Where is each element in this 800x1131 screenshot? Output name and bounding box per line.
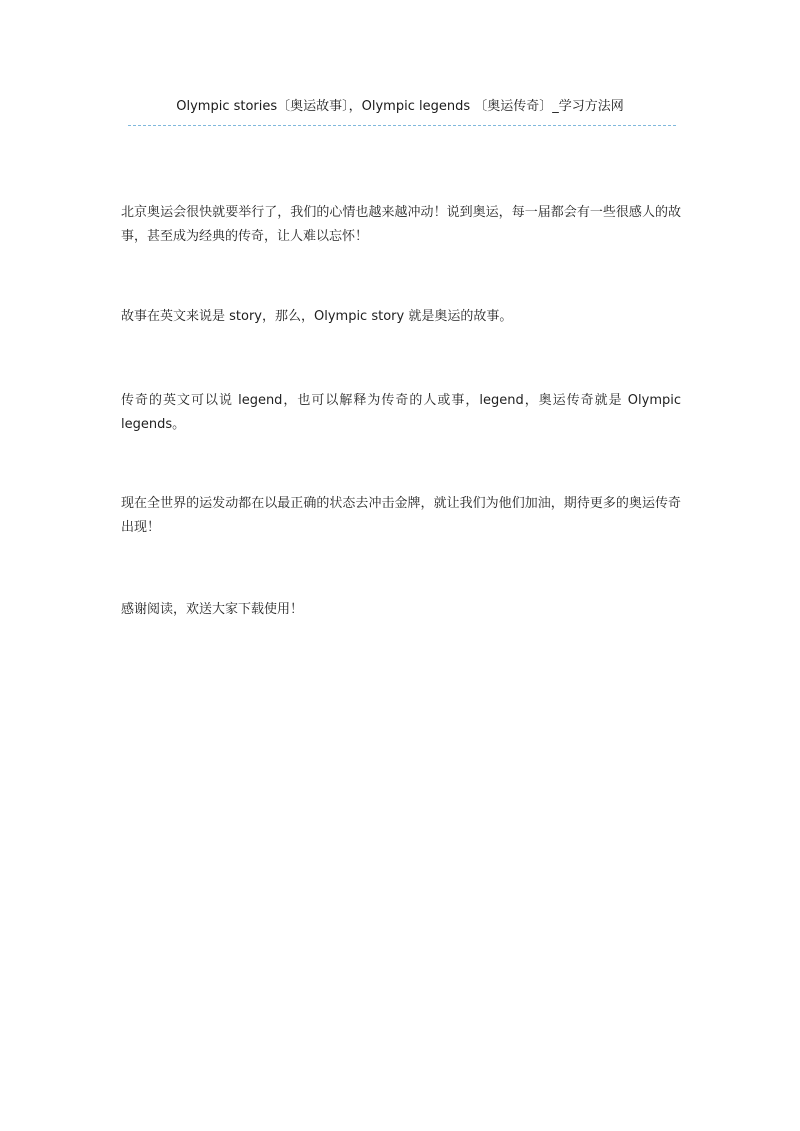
paragraph-intro: 北京奥运会很快就要举行了，我们的心情也越来越冲动！说到奥运，每一届都会有一些很感人的故事，甚至成为经典的传奇，让人难以忘怀！ xyxy=(121,205,681,244)
paragraph-legend: 传奇的英文可以说 legend，也可以解释为传奇的人或事，legend，奥运传奇就是 Olympic legends。 xyxy=(121,393,681,432)
paragraph-story: 故事在英文来说是 story，那么，Olympic story 就是奥运的故事。 xyxy=(121,309,513,324)
paragraph-thanks: 感谢阅读，欢送大家下载使用！ xyxy=(121,602,304,617)
page-title: Olympic stories〔奥运故事〕，Olympic legends 〔奥运传奇〕_学习方法网 xyxy=(176,99,624,114)
paragraph-athletes: 现在全世界的运发动都在以最正确的状态去冲击金牌，就让我们为他们加油，期待更多的奥运传奇出现！ xyxy=(121,496,681,535)
header-divider xyxy=(128,125,676,126)
